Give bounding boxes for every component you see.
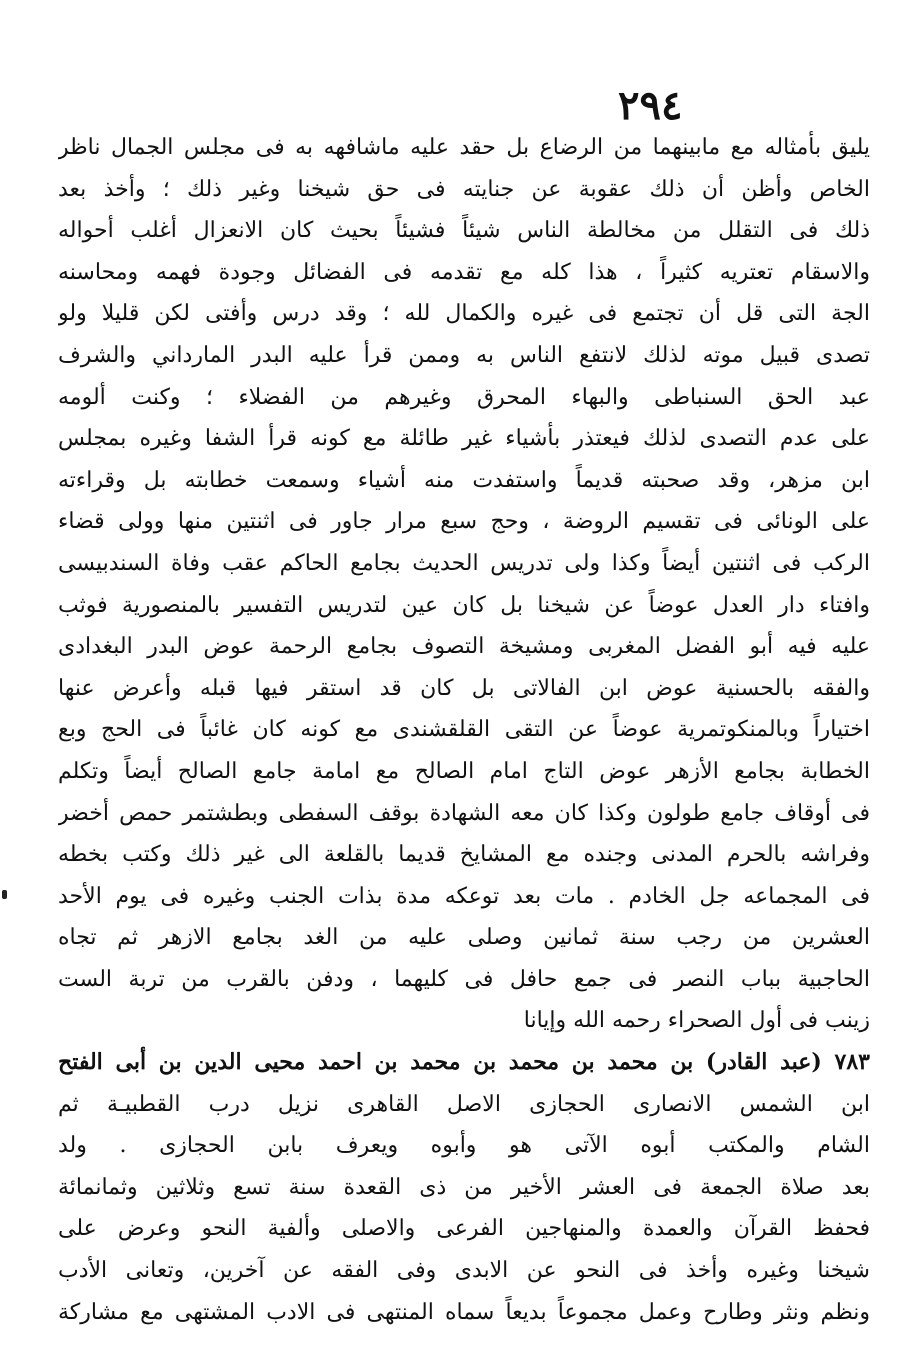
text-line: ونظم ونثر وطارح وعمل مجموعاً بديعاً سماه المنتهى فى الادب المشتهى مع مشاركة — [58, 1299, 870, 1325]
text-line: زينب فى أول الصحراء رحمه الله وإيانا — [523, 1008, 870, 1034]
text-line: عليه فيه أبو الفضل المغربى ومشيخة التصوف بجامع الرحمة عوض البدر البغدادى — [58, 634, 870, 660]
text-line: الخاص وأظن أن ذلك عقوبة عن جنايته فى حق شيخنا وغير ذلك ؛ وأخذ بعد — [58, 176, 870, 202]
text-line: اختياراً وبالمنكوتمرية عوضاً عن التقى القلقشندى مع كونه كان غائباً فى الحج وبع — [58, 717, 870, 743]
text-line: الخطابة بجامع الأزهر عوض التاج امام الصالح مع امامة جامع الصالح أيضاً وتكلم — [58, 758, 870, 784]
text-line: يليق بأمثاله مع مابينهما من الرضاع بل حقد عليه ماشافهه به فى مجلس الجمال ناظر — [58, 135, 870, 160]
text-line: الحاجبية بباب النصر فى جمع حافل فى كليهما ، ودفن بالقرب من تربة الست — [58, 966, 870, 992]
text-line: ذلك فى التقلل من مخالطة الناس شيئاً فشيئاً بحيث كان الانعزال أغلب أحواله — [58, 218, 870, 244]
text-line: فى المجماعه جل الخادم . مات بعد توعكه مدة بذات الجنب وغيره فى يوم الأحد — [58, 883, 870, 909]
text-line: العشرين من رجب سنة ثمانين وصلى عليه من الغد بجامع الازهر ثم تجاه — [58, 925, 870, 951]
text-line: وفراشه بالحرم المدنى وجنده مع المشايخ قديما بالقلعة الى غير ذلك وكتب بخطه — [58, 842, 870, 868]
text-line: على عدم التصدى لذلك فيعتذر بأشياء غير طائلة مع كونه قرأ الشفا وغيره بمجلس — [58, 426, 870, 452]
text-line: الشام والمكتب أبوه الآتى هو وأبوه ويعرف بابن الحجازى . ولد — [58, 1133, 870, 1159]
margin-mark — [2, 890, 7, 899]
text-line: على الونائى فى تقسيم الروضة ، وحج سبع مرار جاور فى اثنتين منها وولى قضاء — [58, 509, 870, 535]
text-line: ابن الشمس الانصارى الحجازى الاصل القاهرى نزيل درب القطبيـة ثم — [58, 1091, 870, 1117]
text-line: فحفظ القرآن والعمدة والمنهاجين الفرعى والاصلى وألفية النحو وعرض على — [58, 1216, 870, 1242]
text-line: ابن مزهر، وقد صحبته قديماً واستفدت منه أشياء وسمعت خطابته بل وقراءته — [58, 467, 870, 493]
body-text — [58, 127, 870, 1333]
text-line: بعد صلاة الجمعة فى العشر الأخير من ذى القعدة سنة تسع وثلاثين وثمانمائة — [58, 1174, 870, 1200]
page-number: ٢٩٤ — [618, 82, 683, 129]
entry-heading-line: ٧٨٣ (عبد القادر) بن محمد بن محمد بن محمد بن احمد محيى الدين بن أبى الفتح — [58, 1049, 870, 1076]
text-line: والاسقام تعتريه كثيراً ، هذا كله مع تقدمه فى الفضائل وجودة فهمه ومحاسنه — [58, 259, 870, 285]
text-line: شيخنا وغيره وأخذ فى النحو عن الابدى وفى الفقه عن آخرين، وتعانى الأدب — [58, 1258, 870, 1284]
text-line: تصدى قبيل موته لذلك لانتفع الناس به وممن قرأ عليه البدر المارداني والشرف — [58, 342, 870, 368]
text-line: الجة التى قل أن تجتمع فى غيره والكمال لله ؛ وقد درس وأفتى لكن قليلا ولو — [58, 301, 870, 327]
text-line: عبد الحق السنباطى والبهاء المحرق وغيرهم من الفضلاء ؛ وكنت ألومه — [58, 384, 870, 410]
text-line: فى أوقاف جامع طولون وكذا كان معه الشهادة بوقف السفطى وبطشتمر حمص أخضر — [58, 800, 870, 826]
text-line: الركب فى اثنتين أيضاً وكذا ولى تدريس الحديث بجامع الحاكم عقب وفاة السندبيسى — [58, 550, 870, 576]
text-line: وافتاء دار العدل عوضاً عن شيخنا بل كان عين لتدريس التفسير بالمنصورية فوثب — [58, 592, 870, 618]
text-line: والفقه بالحسنية عوض ابن الفالاتى بل كان قد استقر فيها قبله وأعرض عنها — [58, 675, 870, 701]
